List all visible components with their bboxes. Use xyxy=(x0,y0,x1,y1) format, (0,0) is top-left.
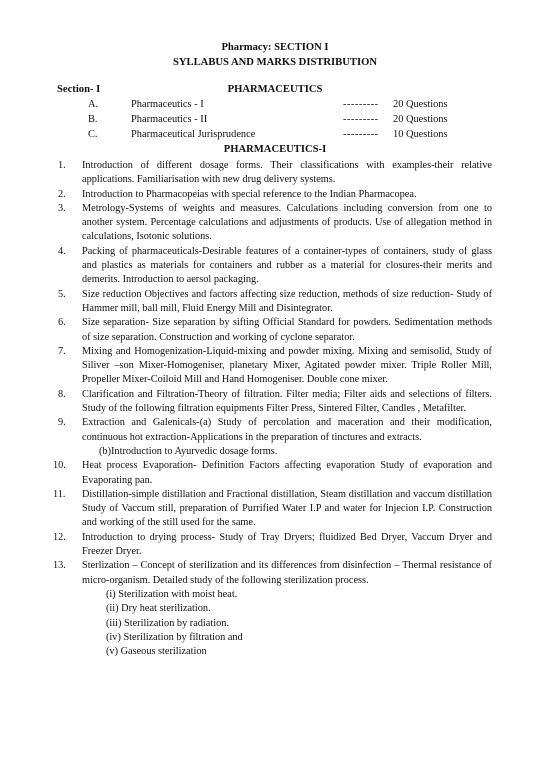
item-text: Mixing and Homogenization-Liquid-mixing and powder mixing. Mixing and semisolid, Study of Siliver –son Mixer-Homogeniser, planetary Mixer, Agitated powder mixer. Triple Roller Mill, Propeller Mixer-Coiloid Mill and Hand Homogeniser. Double cone mixer. xyxy=(82,345,492,386)
item-text: Size reduction Objectives and factors affecting size reduction, methods of size reduction- Study of Hammer mill, ball mill, Fluid Energy Mill and Disintegrator. xyxy=(82,288,492,314)
list-item xyxy=(0,288,550,317)
subject-letter: B. xyxy=(88,114,98,125)
item-text: Metrology-Systems of weights and measures. Calculations including conversion from one to another system. Percentage calculations and adjustments of products. Use of allegation method in calculations, Isotonic solutions. xyxy=(82,202,492,243)
sub-item: (iv) Sterilization by filtration and xyxy=(106,631,243,643)
subject-dash: --------- xyxy=(343,99,379,110)
sub-item: (v) Gaseous sterilization xyxy=(106,646,207,658)
subject-letter: A. xyxy=(88,99,99,110)
subject-name: Pharmaceutics - II xyxy=(131,114,208,125)
subject-question-count: 20 Questions xyxy=(393,99,448,110)
page-title: Pharmacy: SECTION I xyxy=(221,42,329,53)
item-text: Introduction to drying process- Study of Tray Dryers; fluidized Bed Dryer, Vaccum Dryer and Freezer Dryer. xyxy=(82,531,492,558)
list-item xyxy=(0,559,550,588)
item-number: 10. xyxy=(53,460,66,472)
subject-row xyxy=(0,114,550,128)
item-number: 1. xyxy=(58,160,66,171)
sub-item: (ii) Dry heat sterilization. xyxy=(106,603,211,615)
item-number: 7. xyxy=(58,345,66,357)
list-item xyxy=(0,459,550,488)
page-subtitle: SYLLABUS AND MARKS DISTRIBUTION xyxy=(173,57,377,68)
subject-row xyxy=(0,99,550,113)
item-text: Clarification and Filtration-Theory of filtration. Filter media; Filter aids and selections of filters. Study of the following filtration equipments Filter Press, Sintered Filter, Candles , Metafilter. xyxy=(82,388,492,415)
subject-question-count: 20 Questions xyxy=(393,114,448,125)
item-number: 6. xyxy=(58,317,66,329)
item-text: Heat process Evaporation- Definition Factors affecting evaporation Study of evaporation and Evaporating pan. xyxy=(82,460,492,486)
item-text: Introduction to Pharmacopeias with special reference to the Indian Pharmacopea. xyxy=(82,188,417,200)
list-item xyxy=(0,388,550,417)
item-number: 8. xyxy=(58,388,66,400)
list-item xyxy=(0,202,550,245)
subject-letter: C. xyxy=(88,129,98,140)
list-item xyxy=(0,188,550,202)
sub-item: (i) Sterilization with moist heat. xyxy=(106,588,238,600)
sub-item: (iii) Sterilization by radiation. xyxy=(106,617,229,629)
item-number: 3. xyxy=(58,202,66,214)
subject-name: Pharmaceutics - I xyxy=(131,99,204,110)
sub-item: (b)Introduction to Ayurvedic dosage forms. xyxy=(99,445,278,457)
item-number: 12. xyxy=(53,531,66,543)
subject-question-count: 10 Questions xyxy=(393,129,448,140)
subject-name: Pharmaceutical Jurisprudence xyxy=(131,129,256,140)
item-number: 4. xyxy=(58,245,66,257)
syllabus-list xyxy=(0,159,550,659)
item-text: Extraction and Galenicals-(a) Study of percolation and maceration and their modification, continuous hot extraction-Applications in the preparation of tinctures and extracts. xyxy=(82,417,492,443)
item-text: Introduction of different dosage forms. Their classifications with examples-their relative applications. Familiarisation with new drug delivery systems. xyxy=(82,160,492,186)
item-text: Sterlization – Concept of sterilization and its differences from disinfection – Thermal resistance of micro-organism. Detailed study of the following sterilization process. xyxy=(82,560,492,586)
subject-row xyxy=(0,129,550,143)
item-number: 5. xyxy=(58,288,66,300)
section-label: Section- I xyxy=(57,84,101,95)
section-subject-heading: PHARMACEUTICS xyxy=(227,84,323,95)
item-number: 13. xyxy=(53,560,66,572)
item-text: Distillation-simple distillation and Fractional distillation, Steam distillation and vaccum distillation Study of Vaccum still, preparation of Purrified Water I.P and water for Injecion I.P. Construction and working of the still used for the same. xyxy=(82,488,492,529)
item-number: 11. xyxy=(53,488,66,500)
subject-dash: --------- xyxy=(343,114,379,125)
item-number: 9. xyxy=(58,417,66,429)
list-item xyxy=(0,416,550,445)
list-item xyxy=(0,245,550,288)
list-item xyxy=(0,316,550,345)
item-number: 2. xyxy=(58,188,66,200)
subject-dash: --------- xyxy=(343,129,379,140)
item-text: Size separation- Size separation by sifting Official Standard for powders. Sedimentation methods of size separation. Construction and working of cyclone separator. xyxy=(82,317,492,343)
item-text: Packing of pharmaceuticals-Desirable features of a container-types of containers, study of glass and plastics as materials for containers and rubber as a material for closures-their merits and demerits. Introduction to aersol packaging. xyxy=(82,245,492,286)
list-item xyxy=(0,159,550,188)
part-title: PHARMACEUTICS-I xyxy=(223,144,327,155)
list-item xyxy=(0,531,550,560)
list-item xyxy=(0,345,550,388)
list-item xyxy=(0,488,550,531)
